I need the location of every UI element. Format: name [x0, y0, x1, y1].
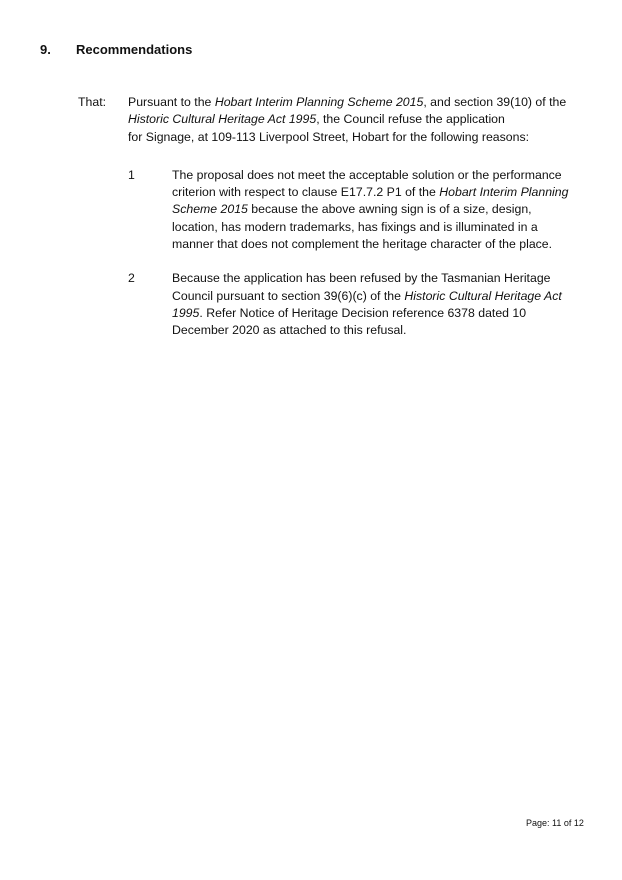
recommendation-text-part2: , and section 39(10) of the — [423, 95, 567, 109]
recommendation-label: That: — [78, 95, 107, 109]
reason-number: 2 — [128, 271, 135, 286]
section-title: Recommendations — [76, 42, 193, 57]
reason-text-part2: because the above awning sign is of a size, design, location, has modern trademarks, has fixings and is illuminated in a manner that does not complement the heritage character of the place. — [172, 202, 553, 252]
recommendation-row — [78, 94, 578, 146]
planning-scheme-title: Hobart Interim Planning Scheme 2015 — [214, 95, 424, 109]
section-number: 9. — [40, 42, 51, 57]
recommendation-text-part3: , the Council refuse the application for Signage, at 109-113 Liverpool Street, Hobart for the following reasons: — [128, 112, 530, 144]
reason-text — [172, 270, 578, 339]
reason-text — [172, 167, 578, 253]
recommendation-text — [128, 94, 578, 146]
reason-text-part1: Because the application has been refused by the Tasmanian Heritage Council pursuant to section 39(6)(c) of the — [172, 271, 551, 303]
recommendation-block — [78, 94, 578, 357]
reason-item — [128, 167, 578, 253]
reason-text-part2: . Refer Notice of Heritage Decision reference 6378 dated 10 December 2020 as attached to this refusal. — [172, 305, 527, 338]
reasons-list — [128, 167, 578, 340]
reason-italic-title: Hobart Interim Planning Scheme 2015 — [172, 185, 569, 217]
reason-italic-title: Historic Cultural Heritage Act 1995 — [172, 288, 562, 320]
reason-number: 1 — [128, 167, 135, 182]
heritage-act-title: Historic Cultural Heritage Act 1995 — [128, 112, 317, 127]
page-number: Page: 11 of 12 — [526, 818, 584, 828]
reason-item — [128, 270, 578, 339]
reason-text-part1: The proposal does not meet the acceptable solution or the performance criterion with respect to clause E17.7.2 P1 of the — [172, 167, 562, 200]
recommendation-text-part1: Pursuant to the — [128, 95, 215, 109]
section-heading — [40, 42, 192, 57]
